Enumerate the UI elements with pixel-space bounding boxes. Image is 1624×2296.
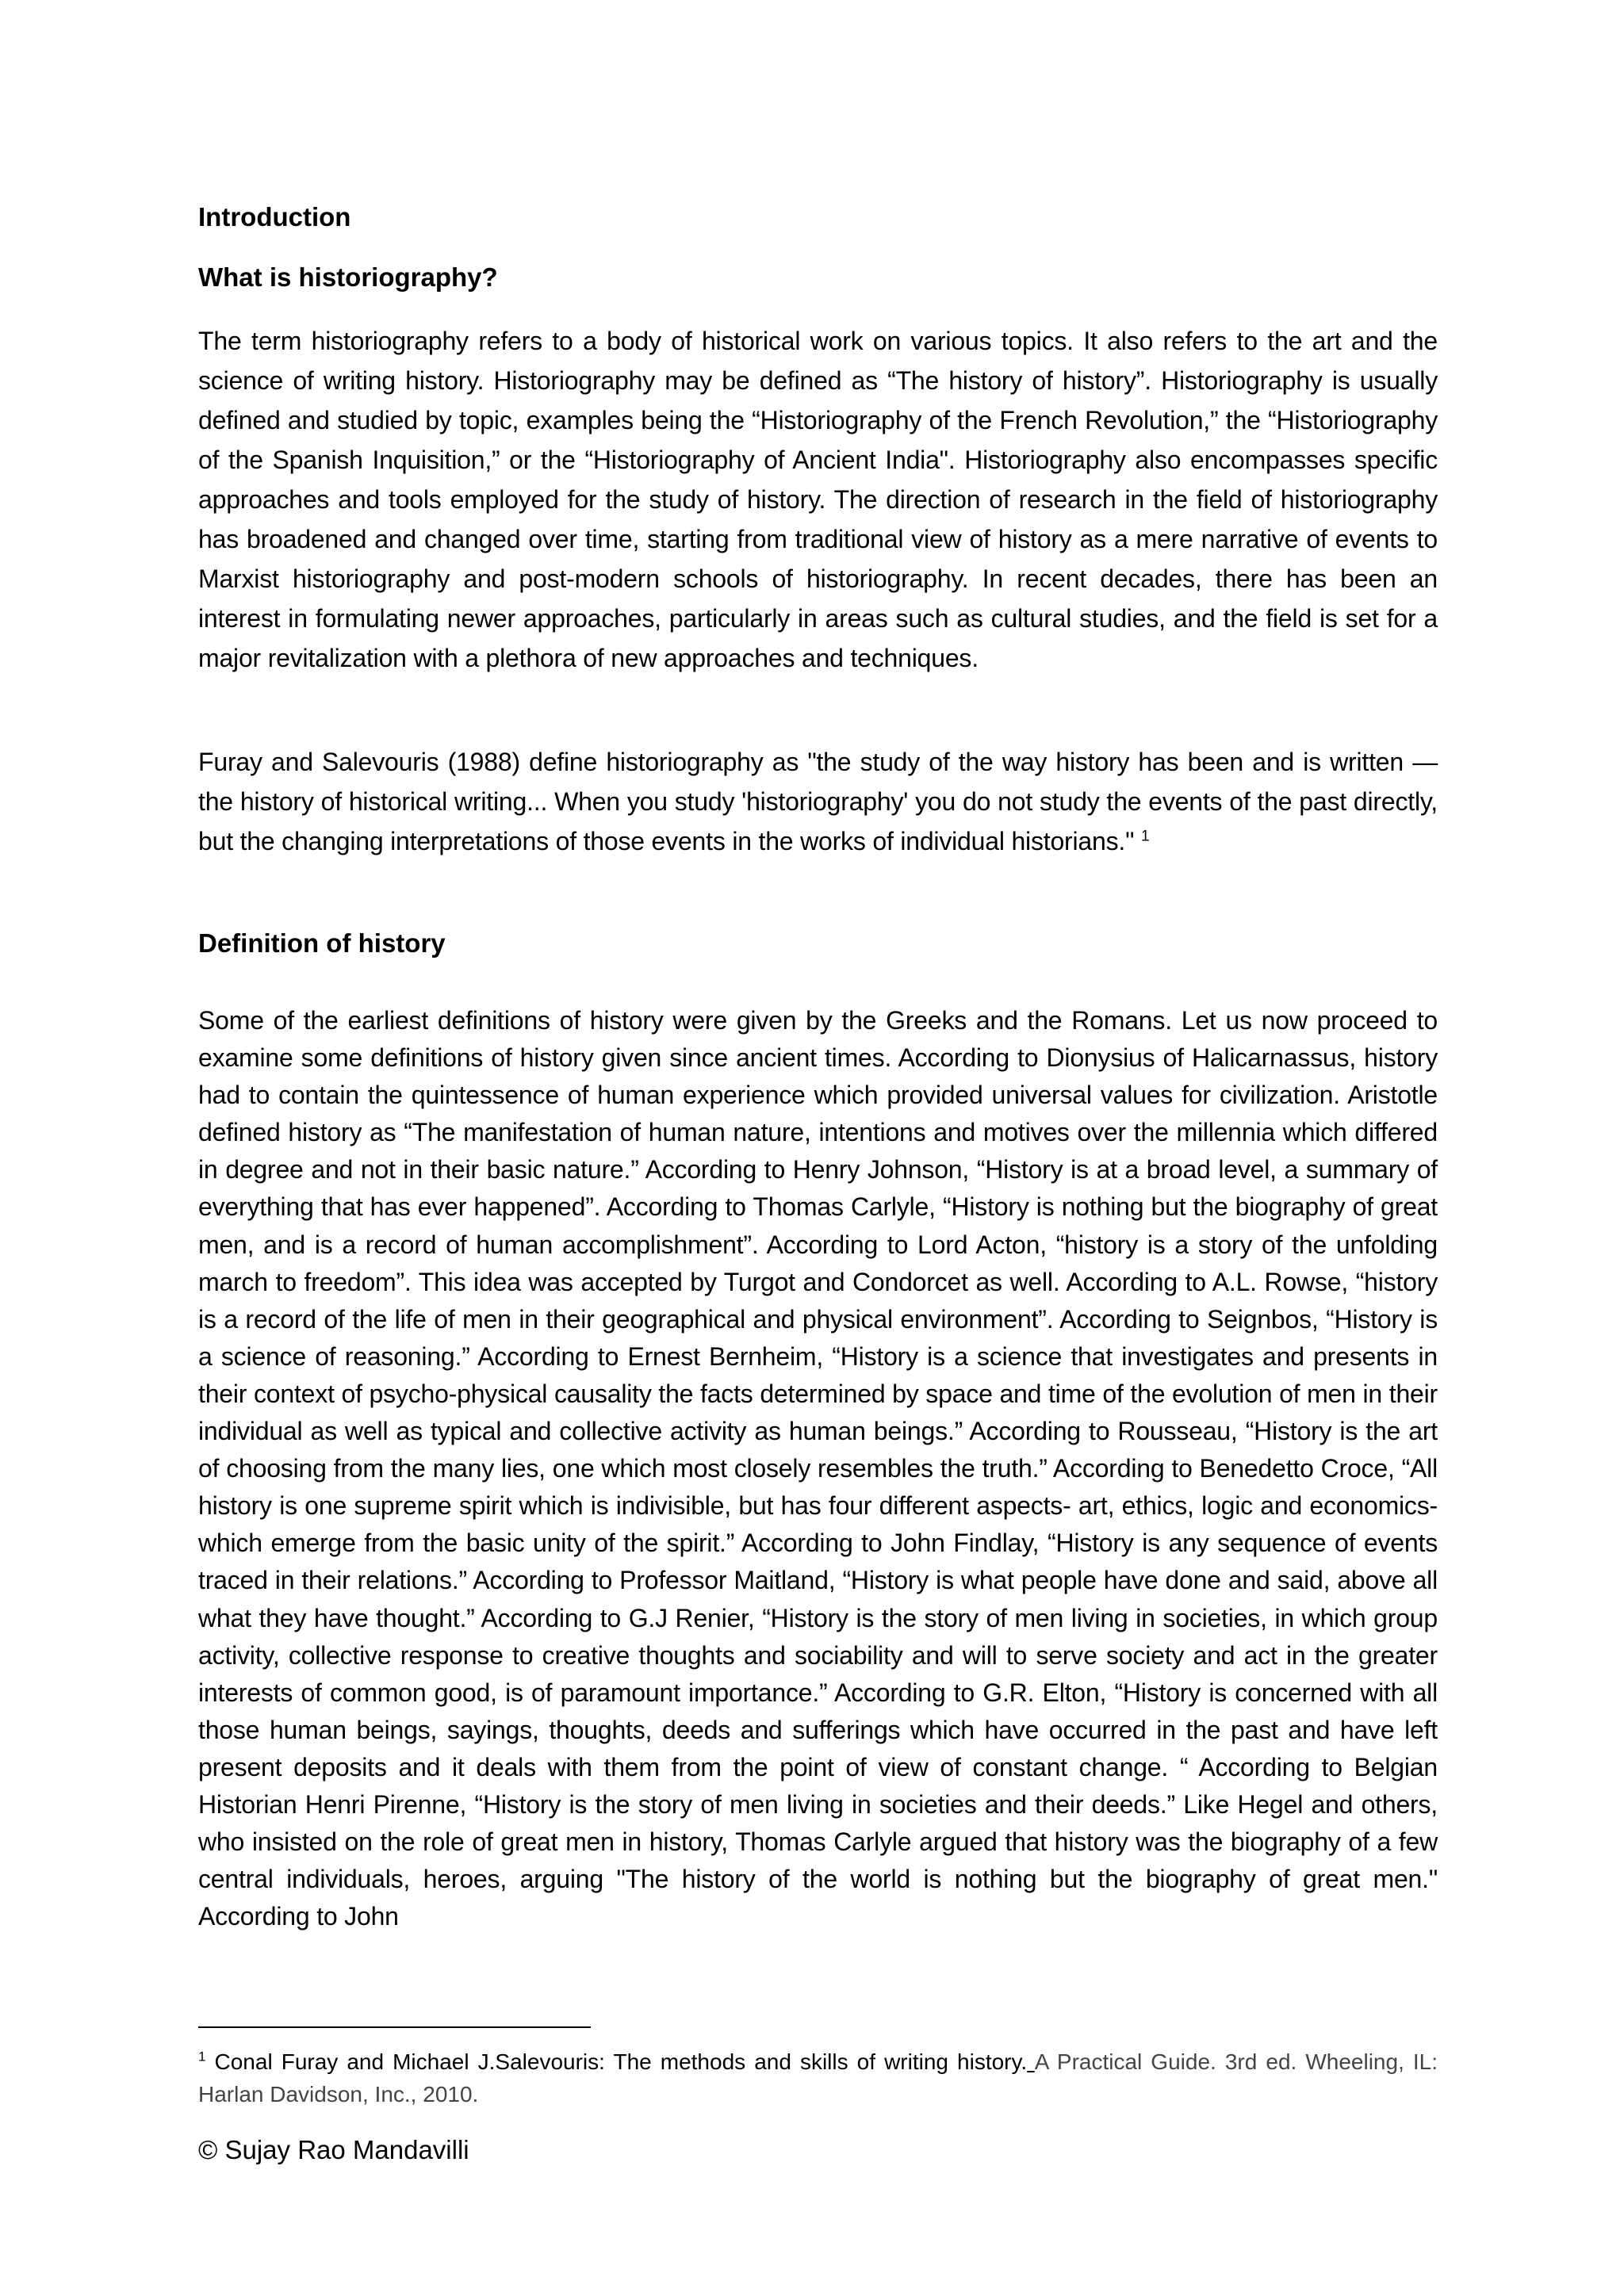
footnote-separator xyxy=(198,2026,591,2028)
heading-introduction: Introduction xyxy=(198,202,351,232)
footnote-link[interactable] xyxy=(1027,2049,1035,2074)
footnote-text: Conal Furay and Michael J.Salevouris: The methods and skills of writing history. xyxy=(205,2049,1028,2074)
footnote-publication: A Practical Guide. 3rd ed. Wheeling, IL: Harlan Davidson, Inc., 2010. xyxy=(198,2049,1438,2107)
heading-definition-of-history: Definition of history xyxy=(198,928,446,958)
footnote xyxy=(198,2045,1438,2110)
copyright-notice: © Sujay Rao Mandavilli xyxy=(198,2135,469,2164)
paragraph-definitions-of-history: Some of the earliest definitions of history were given by the Greeks and the Romans. Let us now proceed to examine some definitions of history given since ancient times. According to Dionysius of Halicarnassus, history had to contain the quintessence of human experience which provided universal values for civilization. Aristotle defined history as “The manifestation of human nature, intentions and motives over the millennia which differed in degree and not in their basic nature.” According to Henry Johnson, “History is at a broad level, a summary of everything that has ever happened”. According to Thomas Carlyle, “History is nothing but the biography of great men, and is a record of human accomplishment”. According to Lord Acton, “history is a story of the unfolding march to freedom”. This idea was accepted by Turgot and Condorcet as well. According to A.L. Rowse, “history is a record of the life of men in their geographical and physical environment”. According to Seignbos, “History is a science of reasoning.” According to Ernest Bernheim, “History is a science that investigates and presents in their context of psycho-physical causality the facts determined by space and time of the evolution of men in their individual as well as typical and collective activity as human beings.” According to Rousseau, “History is the art of choosing from the many lies, one which most closely resembles the truth.” According to Benedetto Croce, “All history is one supreme spirit which is indivisible, but has four different aspects- art, ethics, logic and economics- which emerge from the basic unity of the spirit.” According to John Findlay, “History is any sequence of events traced in their relations.” According to Professor Maitland, “History is what people have done and said, above all what they have thought.” According to G.J Renier, “History is the story of men living in societies, in which group activity, collective response to creative thoughts and sociability and will to serve society and act in the greater interests of common good, is of paramount importance.” According to G.R. Elton, “History is concerned with all those human beings, sayings, thoughts, deeds and sufferings which have occurred in the past and have left present deposits and it deals with them from the point of view of constant change. “ According to Belgian Historian Henri Pirenne, “History is the story of men living in societies and their deeds.” Like Hegel and others, who insisted on the role of great men in history, Thomas Carlyle argued that history was the biography of a few central individuals, heroes, arguing "The history of the world is nothing but the biography of great men." According to John xyxy=(198,1006,1438,1931)
footnote-reference[interactable]: 1 xyxy=(1140,828,1150,845)
paragraph-furay-salevouris xyxy=(198,742,1438,861)
footnote-number: 1 xyxy=(198,2049,206,2064)
paragraph-historiography-intro: The term historiography refers to a body of historical work on various topics. It also refers to the art and the science of writing history. Historiography may be defined as “The history of history”. Historiography is usually defined and studied by topic, examples being the “Historiography of the French Revolution,” the “Historiography of the Spanish Inquisition,” or the “Historiography of Ancient India". Historiography also encompasses specific approaches and tools employed for the study of history. The direction of research in the field of historiography has broadened and changed over time, starting from traditional view of history as a mere narrative of events to Marxist historiography and post-modern schools of historiography. In recent decades, there has been an interest in formulating newer approaches, particularly in areas such as cultural studies, and the field is set for a major revitalization with a plethora of new approaches and techniques. xyxy=(198,327,1438,672)
paragraph-furay-salevouris-text: Furay and Salevouris (1988) define historiography as "the study of the way history has been and is written — the history of historical writing... When you study 'historiography' you do not study the events of the past directly, but the changing interpretations of those events in the works of individual historians." xyxy=(198,748,1438,855)
heading-what-is-historiography: What is historiography? xyxy=(198,262,498,292)
